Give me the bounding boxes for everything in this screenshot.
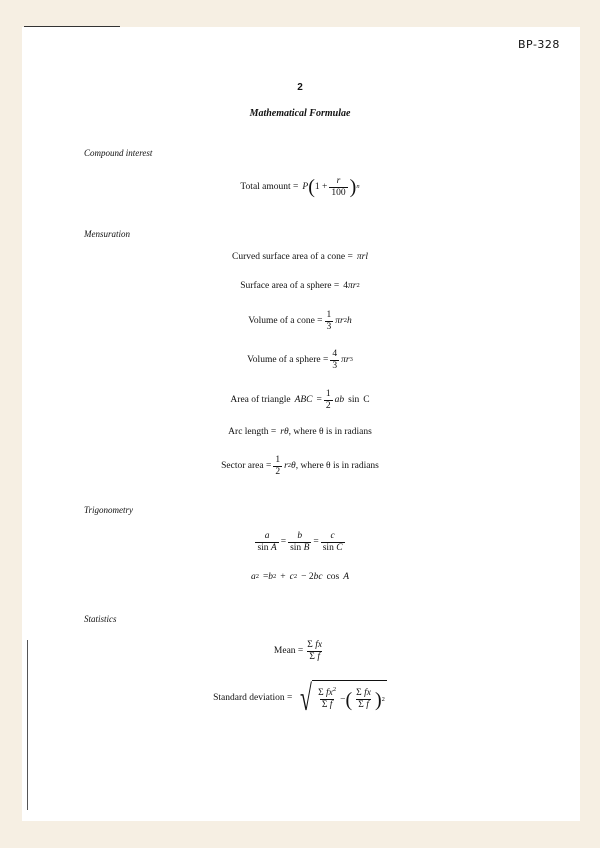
total-amount-label: Total amount = xyxy=(240,182,299,192)
section-compound-interest: Compound interest xyxy=(84,148,153,158)
section-trigonometry: Trigonometry xyxy=(84,505,134,515)
top-rule xyxy=(24,26,120,27)
formula-triangle-area: Area of triangle ABC = $\frac{1}{2}$ ab sin C xyxy=(230,388,370,411)
formula-sine-rule: $\frac{a}{\text{sin A}}$ = $\frac{b}{\text{sin B}}$ = $\frac{c}{\text{sin C}}$ xyxy=(257,530,343,553)
page-title: Mathematical Formulae xyxy=(249,108,351,119)
formula-sphere-volume: Volume of a sphere = $\frac{4}{3}$ πr 3 xyxy=(247,348,353,371)
page-number: 2 xyxy=(297,82,303,93)
formula-cone-surface: Curved surface area of a cone = πrl xyxy=(232,252,368,262)
formula-arc-length: Arc length = rθ , where θ is in radians xyxy=(228,427,372,437)
square-root: √ $\frac{\Sigma fx^2}{\text{Σ f}}$ − ( $\frac{\text{Σ fx}}{\text{Σ f}}$ ) 2 xyxy=(300,678,385,718)
document-code: BP-328 xyxy=(518,38,560,51)
formula-mean: Mean = $\frac{\text{Σ fx}}{\text{Σ f}}$ xyxy=(273,639,323,662)
formula-cosine-rule: a 2 = b 2 + c 2 − 2 bc cos A xyxy=(250,572,350,582)
formula-sector-area: Sector area = $\frac{1}{2}$ r 2 θ , where θ is in radians xyxy=(221,454,379,477)
formula-sphere-surface: Surface area of a sphere = 4 πr 2 xyxy=(240,281,360,291)
formula-total-amount: Total amount = P ( 1 + $\frac{r}{100}$ ) n xyxy=(240,175,360,198)
formula-cone-volume: Volume of a cone = $\frac{1}{3}$ πr 2 h xyxy=(248,309,352,332)
section-mensuration: Mensuration xyxy=(84,229,130,239)
formula-standard-deviation: Standard deviation = √ $\frac{\Sigma fx^2}{\text{Σ f}}$ − ( $\frac{\text{Σ fx}}{\text{Σ f}}$ ) 2 xyxy=(213,678,385,718)
section-statistics: Statistics xyxy=(84,614,117,624)
